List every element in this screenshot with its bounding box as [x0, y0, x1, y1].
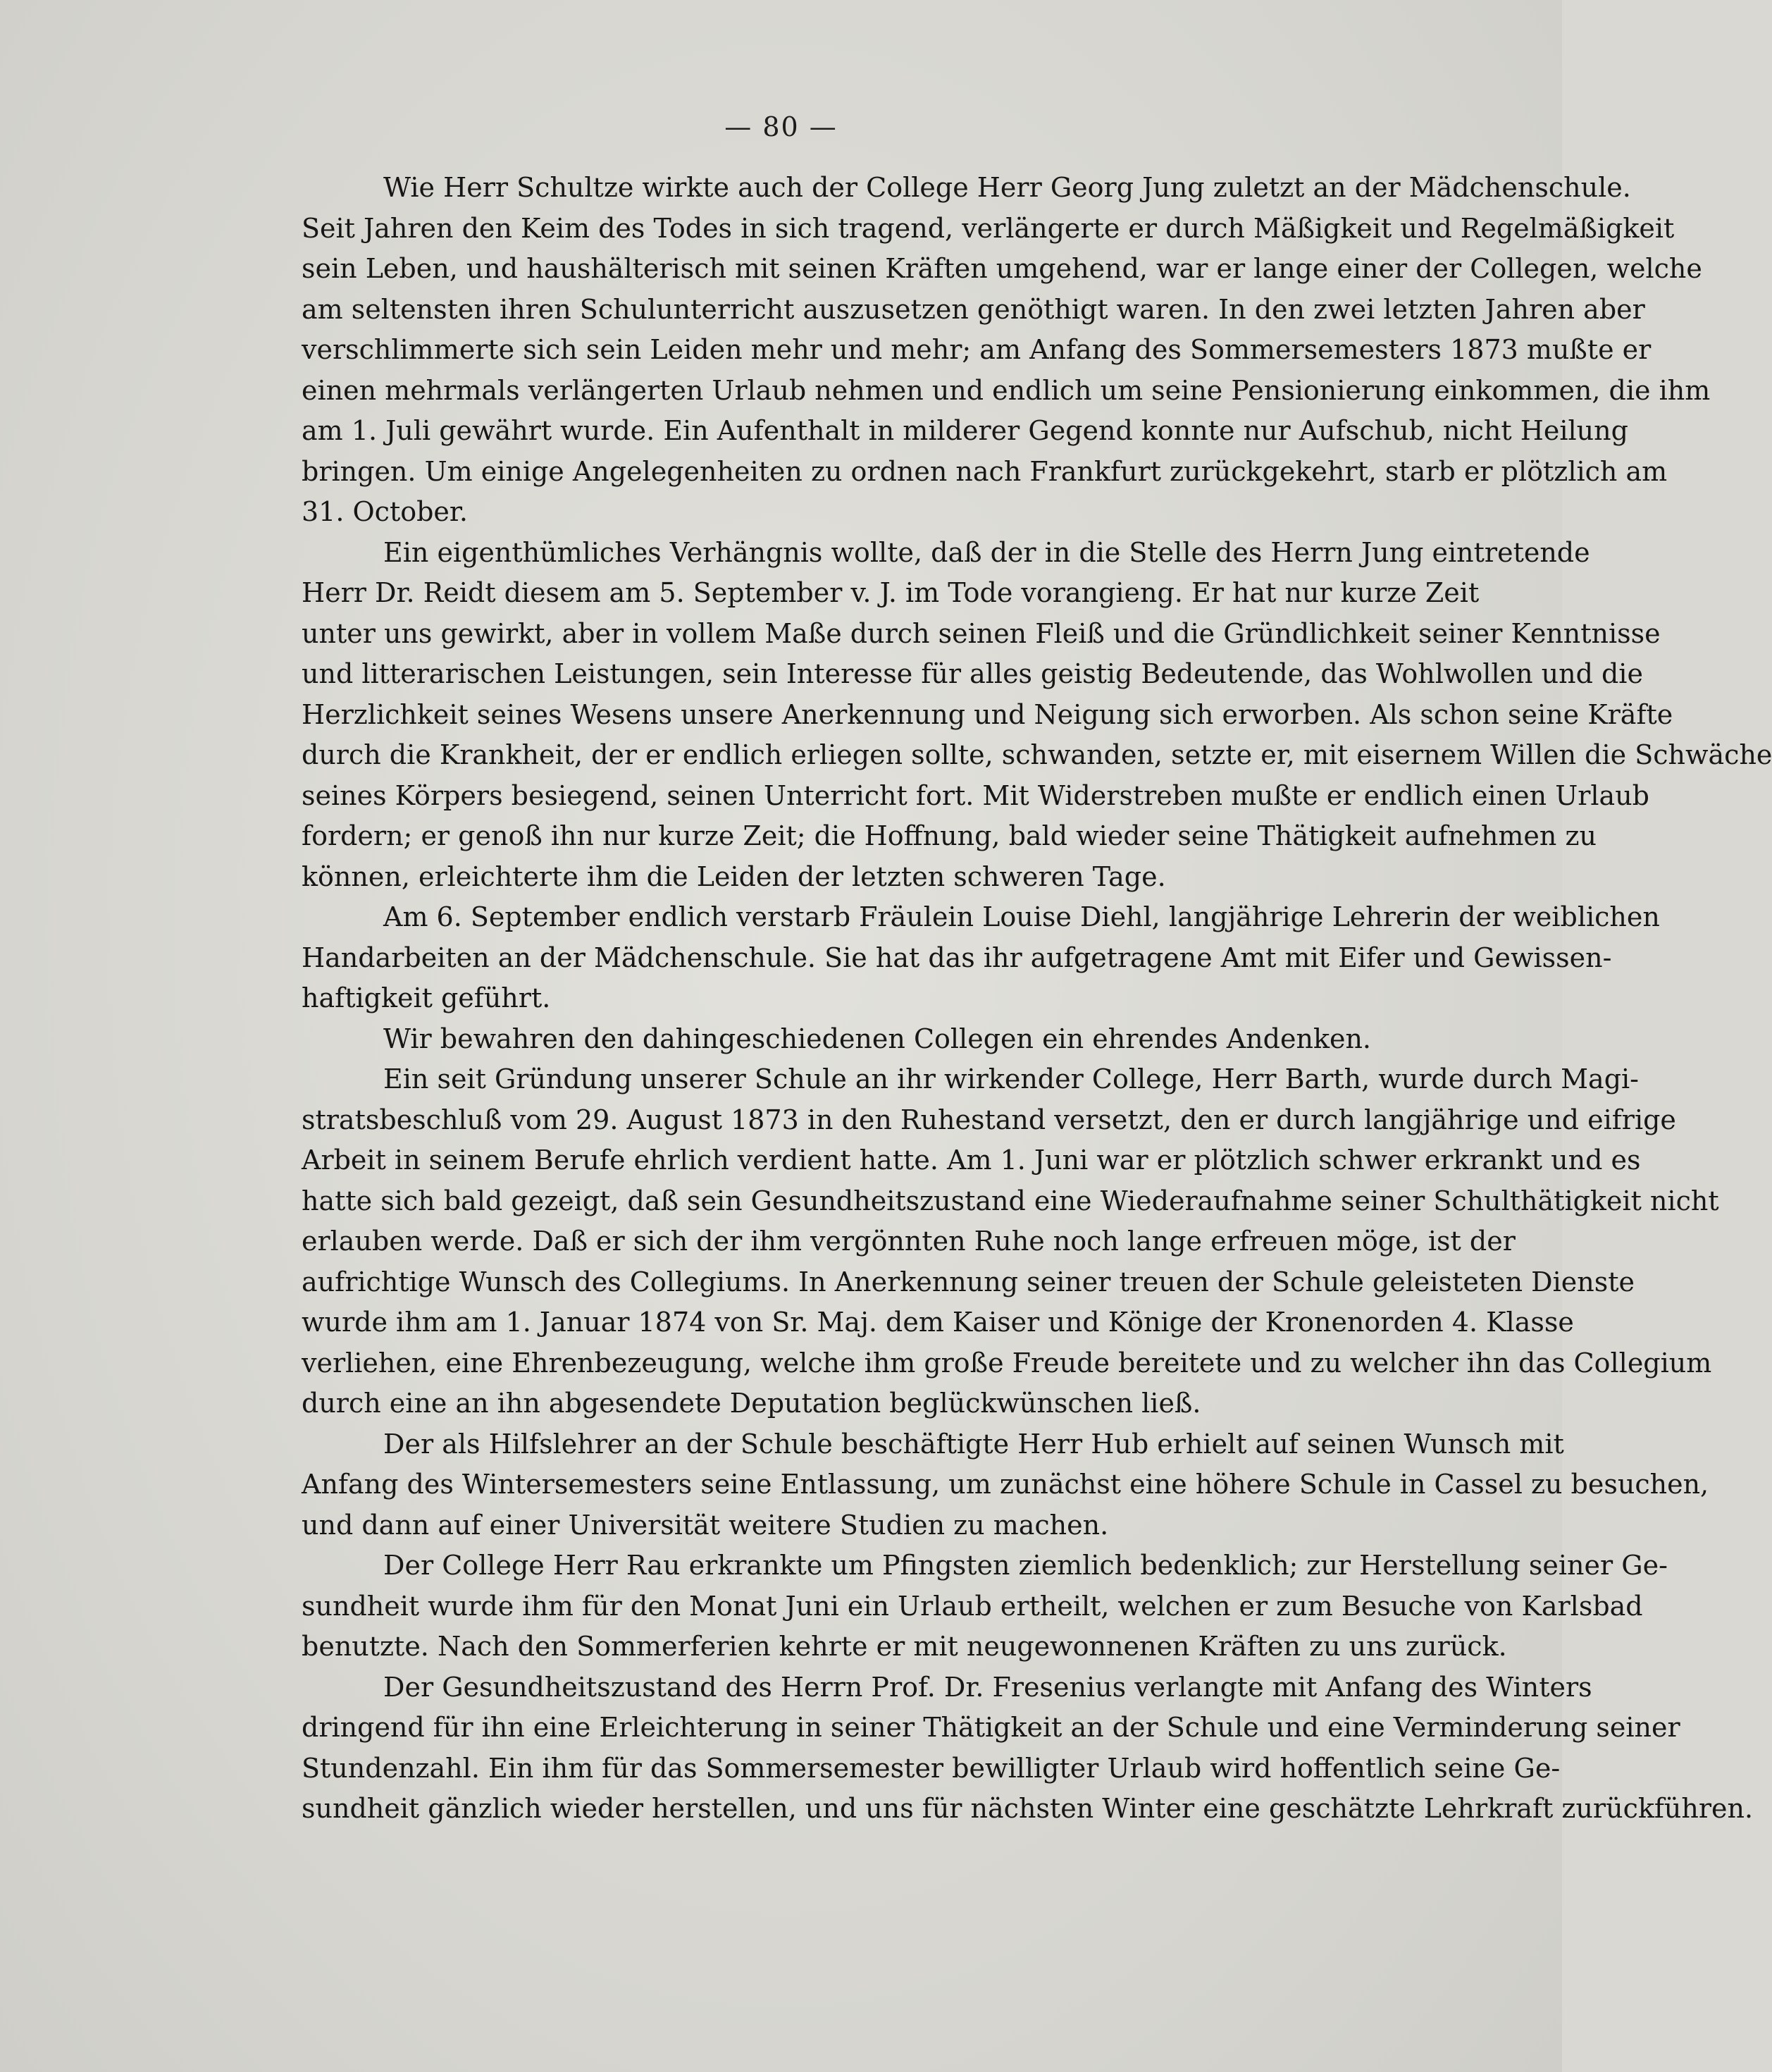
text-line: Stundenzahl. Ein ihm für das Sommersemester bewilligter Urlaub wird hoffentlich seine Ge-: [302, 1752, 1561, 1784]
text-line: durch eine an ihn abgesendete Deputation beglückwünschen ließ.: [302, 1388, 1201, 1419]
text-line: haftigkeit geführt.: [302, 982, 551, 1013]
text-line: unter uns gewirkt, aber in vollem Maße durch seinen Fleiß und die Gründlichkeit seiner Kenntnisse: [302, 617, 1661, 649]
text-line: bringen. Um einige Angelegenheiten zu ordnen nach Frankfurt zurückgekehrt, starb er plötzlich am: [302, 455, 1668, 487]
text-line: Herzlichkeit seines Wesens unsere Anerkennung und Neigung sich erworben. Als schon seine Kräfte: [302, 698, 1673, 730]
text-line: verschlimmerte sich sein Leiden mehr und mehr; am Anfang des Sommersemesters 1873 mußte er: [302, 334, 1652, 365]
text-line: Der College Herr Rau erkrankte um Pfingsten ziemlich bedenklich; zur Herstellung seiner Ge-: [383, 1550, 1668, 1581]
paragraph-diehl: [220, 897, 1660, 1019]
text-line: sundheit wurde ihm für den Monat Juni ein Urlaub ertheilt, welchen er zum Besuche von Karlsbad: [302, 1590, 1643, 1622]
text-line: fordern; er genoß ihn nur kurze Zeit; die Hoffnung, bald wieder seine Thätigkeit aufnehmen zu: [302, 820, 1597, 851]
paragraph-reidt: [220, 533, 1772, 898]
text-line: am seltensten ihren Schulunterricht auszusetzen genöthigt waren. In den zwei letzten Jahren aber: [302, 293, 1645, 325]
text-line: Ein seit Gründung unserer Schule an ihr wirkender College, Herr Barth, wurde durch Magi-: [383, 1063, 1640, 1094]
text-line: einen mehrmals verlängerten Urlaub nehmen und endlich um seine Pensionierung einkommen, die ihm: [302, 374, 1711, 406]
text-line: benutzte. Nach den Sommerferien kehrte er mit neugewonnenen Kräften zu uns zurück.: [302, 1631, 1507, 1662]
text-line: sundheit gänzlich wieder herstellen, und uns für nächsten Winter eine geschätzte Lehrkraft zurückführen.: [302, 1793, 1754, 1824]
body-text: [220, 168, 1772, 1830]
text-line: aufrichtige Wunsch des Collegiums. In Anerkennung seiner treuen der Schule geleisteten Dienste: [302, 1266, 1635, 1297]
text-line: Herr Dr. Reidt diesem am 5. September v. J. im Tode vorangieng. Er hat nur kurze Zeit: [302, 577, 1480, 608]
text-line: Arbeit in seinem Berufe ehrlich verdient hatte. Am 1. Juni war er plötzlich schwer erkrankt und es: [302, 1145, 1641, 1176]
text-line: sein Leben, und haushälterisch mit seinen Kräften umgehend, war er lange einer der Collegen, welche: [302, 253, 1702, 284]
text-line: Ein eigenthümliches Verhängnis wollte, daß der in die Stelle des Herrn Jung eintretende: [383, 536, 1590, 568]
text-line: Handarbeiten an der Mädchenschule. Sie hat das ihr aufgetragene Amt mit Eifer und Gewissen-: [302, 942, 1612, 973]
text-line: und dann auf einer Universität weitere Studien zu machen.: [302, 1509, 1109, 1541]
text-line: dringend für ihn eine Erleichterung in seiner Thätigkeit an der Schule und eine Verminderung seiner: [302, 1712, 1680, 1743]
page-number: — 80 —: [724, 111, 838, 142]
text-line: Seit Jahren den Keim des Todes in sich tragend, verlängerte er durch Mäßigkeit und Regelmäßigkeit: [302, 212, 1675, 244]
text-line: und litterarischen Leistungen, sein Interesse für alles geistig Bedeutende, das Wohlwollen und die: [302, 658, 1643, 689]
text-line: hatte sich bald gezeigt, daß sein Gesundheitszustand eine Wiederaufnahme seiner Schulthätigkeit nicht: [302, 1185, 1719, 1216]
text-line: verliehen, eine Ehrenbezeugung, welche ihm große Freude bereitete und zu welcher ihn das Collegium: [302, 1347, 1712, 1379]
paragraph-fresenius: [220, 1667, 1754, 1830]
text-line: Am 6. September endlich verstarb Fräulein Louise Diehl, langjährige Lehrerin der weiblichen: [383, 901, 1660, 932]
paragraph-barth: [220, 1059, 1719, 1424]
text-line: Der als Hilfslehrer an der Schule beschäftigte Herr Hub erhielt auf seinen Wunsch mit: [383, 1428, 1564, 1460]
text-line: können, erleichterte ihm die Leiden der letzten schweren Tage.: [302, 861, 1166, 892]
text-line: Anfang des Wintersemesters seine Entlassung, um zunächst eine höhere Schule in Cassel zu besuchen,: [302, 1469, 1709, 1500]
text-line: wurde ihm am 1. Januar 1874 von Sr. Maj. dem Kaiser und Könige der Kronenorden 4. Klasse: [302, 1307, 1574, 1338]
text-line: stratsbeschluß vom 29. August 1873 in den Ruhestand versetzt, den er durch langjährige und eifrige: [302, 1104, 1676, 1135]
paragraph-jung: [220, 168, 1711, 533]
paragraph-andenken: [220, 1019, 1426, 1060]
text-line: erlauben werde. Daß er sich der ihm vergönnten Ruhe noch lange erfreuen möge, ist der: [302, 1226, 1516, 1257]
paragraph-rau: [220, 1546, 1668, 1667]
text-line: am 1. Juli gewährt wurde. Ein Aufenthalt in milderer Gegend konnte nur Aufschub, nicht Heilung: [302, 415, 1628, 446]
text-line: 31. October.: [302, 496, 468, 527]
text-line: durch die Krankheit, der er endlich erliegen sollte, schwanden, setzte er, mit eisernem Willen die Schwäche: [302, 739, 1772, 770]
text-line: Der Gesundheitszustand des Herrn Prof. Dr. Fresenius verlangte mit Anfang des Winters: [383, 1671, 1592, 1703]
text-line: Wie Herr Schultze wirkte auch der College Herr Georg Jung zuletzt an der Mädchenschule.: [383, 172, 1631, 203]
text-line: seines Körpers besiegend, seinen Unterricht fort. Mit Widerstreben mußte er endlich einen Urlaub: [302, 779, 1649, 811]
text-line: Wir bewahren den dahingeschiedenen Collegen ein ehrendes Andenken.: [383, 1023, 1372, 1054]
paragraph-hub: [220, 1424, 1709, 1546]
